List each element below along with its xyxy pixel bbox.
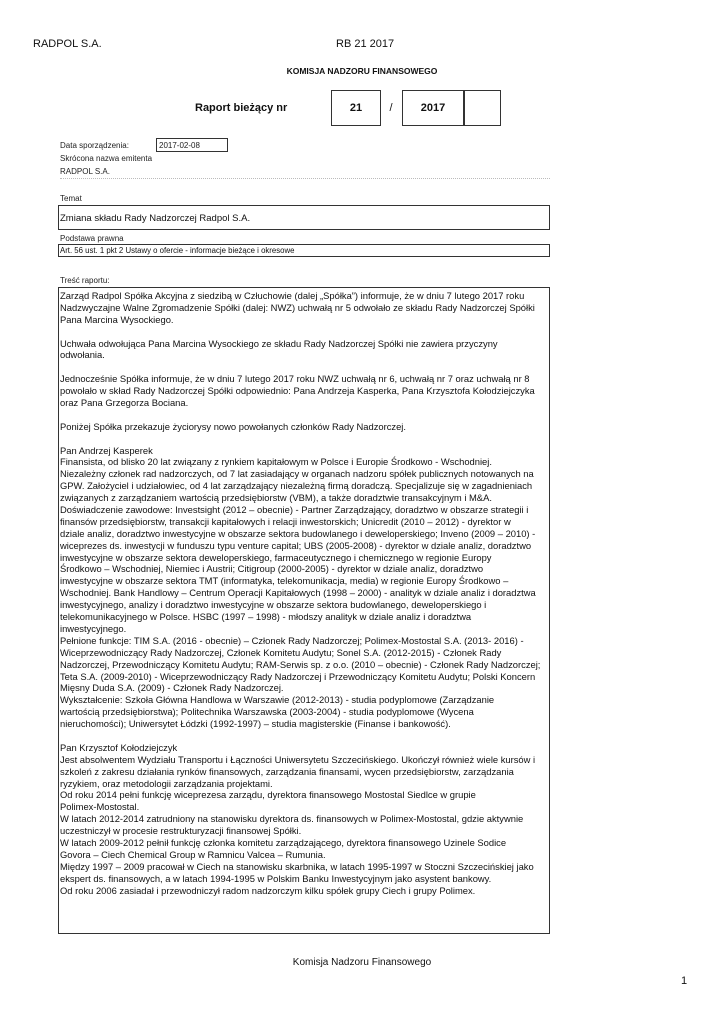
- content-line: Środkowo – Wschodniej, Niemiec i Austrii; Citigroup (2000-2005) - dyrektor w dziale analiz, doradztwo: [60, 563, 484, 575]
- content-line: Jest absolwentem Wydziału Transportu i Łączności Uniwersytetu Szczecińskiego. Ukończył również wiele kursów i: [60, 753, 536, 765]
- content-line: Od roku 2006 zasiadał i przewodniczył radom nadzorczym kilku spółek grupy Ciech i grupy Polimex.: [60, 884, 476, 896]
- content-line: szkoleń z zakresu działania rynków finansowych, zarządzania finansami, wycen przedsiębiorstw, zarządzania: [60, 765, 514, 777]
- issuer-label: Skrócona nazwa emitenta: [60, 154, 153, 163]
- content-line: Finansista, od blisko 20 lat związany z rynkiem kapitałowym w Polsce i Europie Środkowo - Wschodniej.: [60, 456, 492, 468]
- footer-text: Komisja Nadzoru Finansowego: [292, 957, 432, 968]
- content-blank-line: [60, 361, 549, 373]
- report-extra-box: [464, 90, 501, 126]
- content-line: Wykształcenie: Szkoła Główna Handlowa w Warszawie (2012-2013) - studia podyplomowe (Zarządzanie: [60, 694, 495, 706]
- report-label: Raport bieżący nr: [195, 102, 288, 114]
- content-line: Mięsny Duda S.A. (2009) - Członek Rady Nadzorczej.: [60, 682, 284, 694]
- content-line: ekspert ds. finansowych, a w latach 1994-1995 w Polskim Banku Inwestycyjnym jako asystent bankowy.: [60, 872, 492, 884]
- content-line: Od roku 2014 pełni funkcję wiceprezesa zarządu, dyrektora finansowego Mostostal Siedlce w grupie: [60, 789, 476, 801]
- content-line: nieruchomości); Uniwersytet Łódzki (1992-1997) – studia magisterskie (Finanse i bankowość).: [60, 718, 451, 730]
- content-line: oraz Pana Grzegorza Bociana.: [60, 397, 189, 409]
- content-line: Wiceprzewodniczący Rady Nadzorczej, Członek Komitetu Audytu; Sonel S.A. (2012-2015) - Członek Rady: [60, 646, 502, 658]
- content-line: Poniżej Spółka przekazuje życiorysy nowo powołanych członków Rady Nadzorczej.: [60, 420, 406, 432]
- report-number-bar: [195, 90, 501, 126]
- content-line: Nadzorczej, Przewodniczący Komitetu Audytu; RAM-Serwis sp. z o.o. (2010 – obecnie) - Członek Rady Nadzorczej;: [60, 658, 541, 670]
- content-line: uczestniczył w procesie restrukturyzacji finansowej Spółki.: [60, 825, 302, 837]
- content-line: GPW. Założyciel i udziałowiec, od 4 lat zarządzający niezależną firmą doradczą. Specjalizuje się w zagadnieniach: [60, 480, 533, 492]
- subject-label: Temat: [60, 194, 82, 203]
- issuer-value: RADPOL S.A.: [60, 167, 110, 176]
- page-number: 1: [681, 975, 688, 987]
- content-line: związanych z zarządzaniem wartością przedsiębiorstw (VBM), a także doradztwie transakcyjnym i M&A.: [60, 492, 492, 504]
- content-blank-line: [60, 409, 549, 421]
- content-line: Wschodniej. Bank Handlowy – Centrum Operacji Kapitałowych (1998 – 2000) - analityk w dziale analiz i doradztwa: [60, 587, 536, 599]
- content-line: W latach 2012-2014 zatrudniony na stanowisku dyrektora ds. finansowych w Polimex-Mostostal, gdzie aktywnie: [60, 813, 524, 825]
- content-line: W latach 2009-2012 pełnił funkcję członka komitetu zarządzającego, dyrektora finansowego Uzinele Sodice: [60, 836, 507, 848]
- content-line: powołało w skład Rady Nadzorczej Spółki odpowiednio: Pana Andrzeja Kasperka, Pana Krzysztofa Kołodziejczyka: [60, 385, 535, 397]
- content-blank-line: [60, 433, 549, 445]
- content-line: telekomunikacyjnego w Polsce. HSBC (1997 – 1998) - młodszy analityk w dziale analiz i doradztwa: [60, 611, 472, 623]
- content-line: Zarząd Radpol Spółka Akcyjna z siedzibą w Człuchowie (dalej „Spółka”) informuje, że w dniu 7 lutego 2017 roku: [60, 290, 525, 301]
- content-line: Doświadczenie zawodowe: Investsight (2012 – obecnie) - Partner Zarządzający, doradztwo w obszarze strategii i: [60, 504, 529, 516]
- content-line: inwestycyjnego.: [60, 622, 127, 634]
- content-blank-line: [60, 730, 549, 742]
- report-content-text: [60, 290, 549, 896]
- content-line: Niezależny członek rad nadzorczych, od 7 lat zasiadający w organach nadzoru spółek publicznych notowanych na: [60, 468, 534, 480]
- meta-divider: [60, 178, 550, 179]
- content-blank-line: [60, 326, 549, 338]
- date-value: 2017-02-08: [156, 138, 228, 152]
- authority-title: KOMISJA NADZORU FINANSOWEGO: [286, 66, 438, 76]
- content-line: Uchwała odwołująca Pana Marcina Wysockiego ze składu Rady Nadzorczej Spółki nie zawiera przyczyny: [60, 337, 498, 349]
- content-line: Pana Marcina Wysockiego.: [60, 313, 174, 325]
- content-line: Pełnione funkcje: TIM S.A. (2016 - obecnie) – Członek Rady Nadzorczej; Polimex-Mostostal S.A. (2013- 2016) -: [60, 634, 524, 646]
- content-line: Govora – Ciech Chemical Group w Ramnicu Valcea – Rumunia.: [60, 848, 326, 860]
- report-separator: /: [389, 102, 393, 114]
- content-line: Polimex-Mostostal.: [60, 801, 140, 813]
- content-line: Nadzwyczajne Walne Zgromadzenie Spółki (dalej: NWZ) uchwałą nr 5 odwołało ze składu Rady Nadzorczej Spółki: [60, 301, 535, 313]
- content-line: wartością przedsiębiorstwa); Politechnika Warszawska (2003-2004) - studia podyplomowe (Wycena: [60, 706, 474, 718]
- report-content-box: [58, 287, 550, 934]
- content-label: Treść raportu:: [60, 276, 110, 285]
- content-line: inwestycyjne w obszarze sektora TMT (informatyka, telekomunikacja, media) w regionie Europy Środkowo –: [60, 575, 509, 587]
- legal-basis-label: Podstawa prawna: [60, 234, 124, 243]
- content-line: odwołania.: [60, 349, 105, 361]
- content-line: finansów przedsiębiorstw, transakcji kapitałowych i relacji inwestorskich; Unicredit (2010 – 2012) - dyrektor w: [60, 515, 511, 527]
- header-company: RADPOL S.A.: [33, 38, 102, 50]
- content-line: dziale analiz, doradztwo inwestycyjne w obszarze sektora budowlanego i deweloperskiego; Inveno (2009 – 2010) -: [60, 527, 536, 539]
- content-line: Jednocześnie Spółka informuje, że w dniu 7 lutego 2017 roku NWZ uchwałą nr 6, uchwałą nr 7 oraz uchwałą nr 8: [60, 373, 530, 385]
- legal-basis-value: Art. 56 ust. 1 pkt 2 Ustawy o ofercie - informacje bieżące i okresowe: [58, 244, 550, 257]
- report-year: 2017: [402, 90, 464, 126]
- report-number: 21: [331, 90, 381, 126]
- content-line: Teta S.A. (2009-2010) - Wiceprzewodniczący Rady Nadzorczej i Przewodniczący Komitetu Audytu; Polski Koncern: [60, 670, 536, 682]
- content-line: wiceprezes ds. inwestycji w funduszu typu venture capital; UBS (2005-2008) - dyrektor w dziale analiz, doradztwo: [60, 539, 532, 551]
- content-line: inwestycyjne w obszarze sektora deweloperskiego, farmaceutycznego i chemicznego w regionie Europy: [60, 551, 492, 563]
- header-report-ref: RB 21 2017: [336, 38, 395, 50]
- content-line: Pan Andrzej Kasperek: [60, 444, 153, 456]
- content-line: inwestycyjnego, analizy i doradztwo inwestycyjne w obszarze sektora budowlanego, deweloperskiego i: [60, 599, 487, 611]
- content-line: ryzykiem, oraz metodologii zarządzania projektami.: [60, 777, 273, 789]
- subject-value: Zmiana składu Rady Nadzorczej Radpol S.A.: [58, 205, 550, 230]
- content-line: Między 1997 – 2009 pracował w Ciech na stanowisku skarbnika, w latach 1995-1997 w Stoczni Szczecińskiej jako: [60, 860, 534, 872]
- content-line: Pan Krzysztof Kołodziejczyk: [60, 741, 178, 753]
- date-label: Data sporządzenia:: [60, 141, 129, 150]
